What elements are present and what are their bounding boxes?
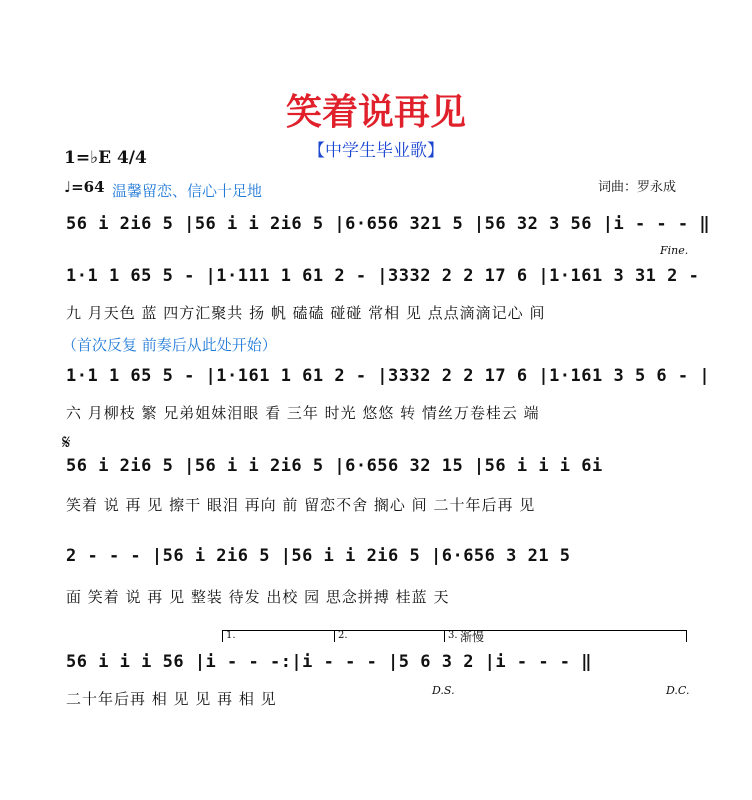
- key-signature: 1=♭E 4/4: [64, 148, 147, 168]
- volta-1-tick: [222, 630, 223, 642]
- ritardando-mark: 渐慢: [460, 630, 485, 644]
- lyrics-line-4: 笑着 说 再 见 擦干 眼泪 再向 前 留恋不舍 搁心 间 二十年后再 见: [66, 496, 536, 514]
- volta-end-tick: [686, 630, 687, 642]
- volta-1-label: 1.: [226, 630, 236, 641]
- fine-mark: Fine.: [660, 244, 689, 257]
- score-line-1: 56 i 2i6 5 |56 i i 2i6 5 |6·656 321 5 |56 32 3 56 |i - - - ‖: [66, 214, 711, 234]
- score-line-5: 2 - - - |56 i 2i6 5 |56 i i 2i6 5 |6·656 3 21 5: [66, 546, 571, 566]
- composer-credit: 词曲：罗永成: [598, 180, 677, 195]
- volta-2-tick: [334, 630, 335, 642]
- dc-mark: D.C.: [666, 684, 690, 697]
- expression-marking: 温馨留恋、信心十足地: [112, 182, 263, 200]
- lyrics-line-3: 六 月柳枝 繁 兄弟姐妹泪眼 看 三年 时光 悠悠 转 情丝万卷桂云 端: [66, 404, 540, 422]
- score-line-6: 56 i i i 56 |i - - -:|i - - - |5 6 3 2 |i - - - ‖: [66, 652, 593, 672]
- ds-mark: D.S.: [432, 684, 455, 697]
- volta-2-label: 2.: [338, 630, 348, 641]
- score-line-4: 56 i 2i6 5 |56 i i 2i6 5 |6·656 32 15 |56 i i i 6i: [66, 456, 603, 476]
- repeat-note: （首次反复 前奏后从此处开始）: [62, 336, 277, 354]
- score-line-2: 1·1 1 65 5 - |1·111 1 61 2 - |3332 2 2 17 6 |1·161 3 31 2 -: [66, 266, 700, 286]
- segno-sign: 𝄋: [62, 430, 71, 454]
- volta-3-label: 3.: [448, 630, 458, 641]
- tempo-marking: ♩=64: [64, 178, 105, 196]
- lyrics-line-5: 面 笑着 说 再 见 整装 待发 出校 园 思念拼搏 桂蓝 天: [66, 588, 450, 606]
- song-subtitle: 【中学生毕业歌】: [308, 141, 444, 161]
- volta-3-tick: [444, 630, 445, 642]
- lyrics-line-6: 二十年后再 相 见 见 再 相 见: [66, 690, 277, 708]
- lyrics-line-2: 九 月天色 蓝 四方汇聚共 扬 帆 磕磕 碰碰 常相 见 点点滴滴记心 间: [66, 304, 546, 322]
- score-line-3: 1·1 1 65 5 - |1·161 1 61 2 - |3332 2 2 17 6 |1·161 3 5 6 - |: [66, 366, 711, 386]
- song-title: 笑着说再见: [285, 92, 466, 133]
